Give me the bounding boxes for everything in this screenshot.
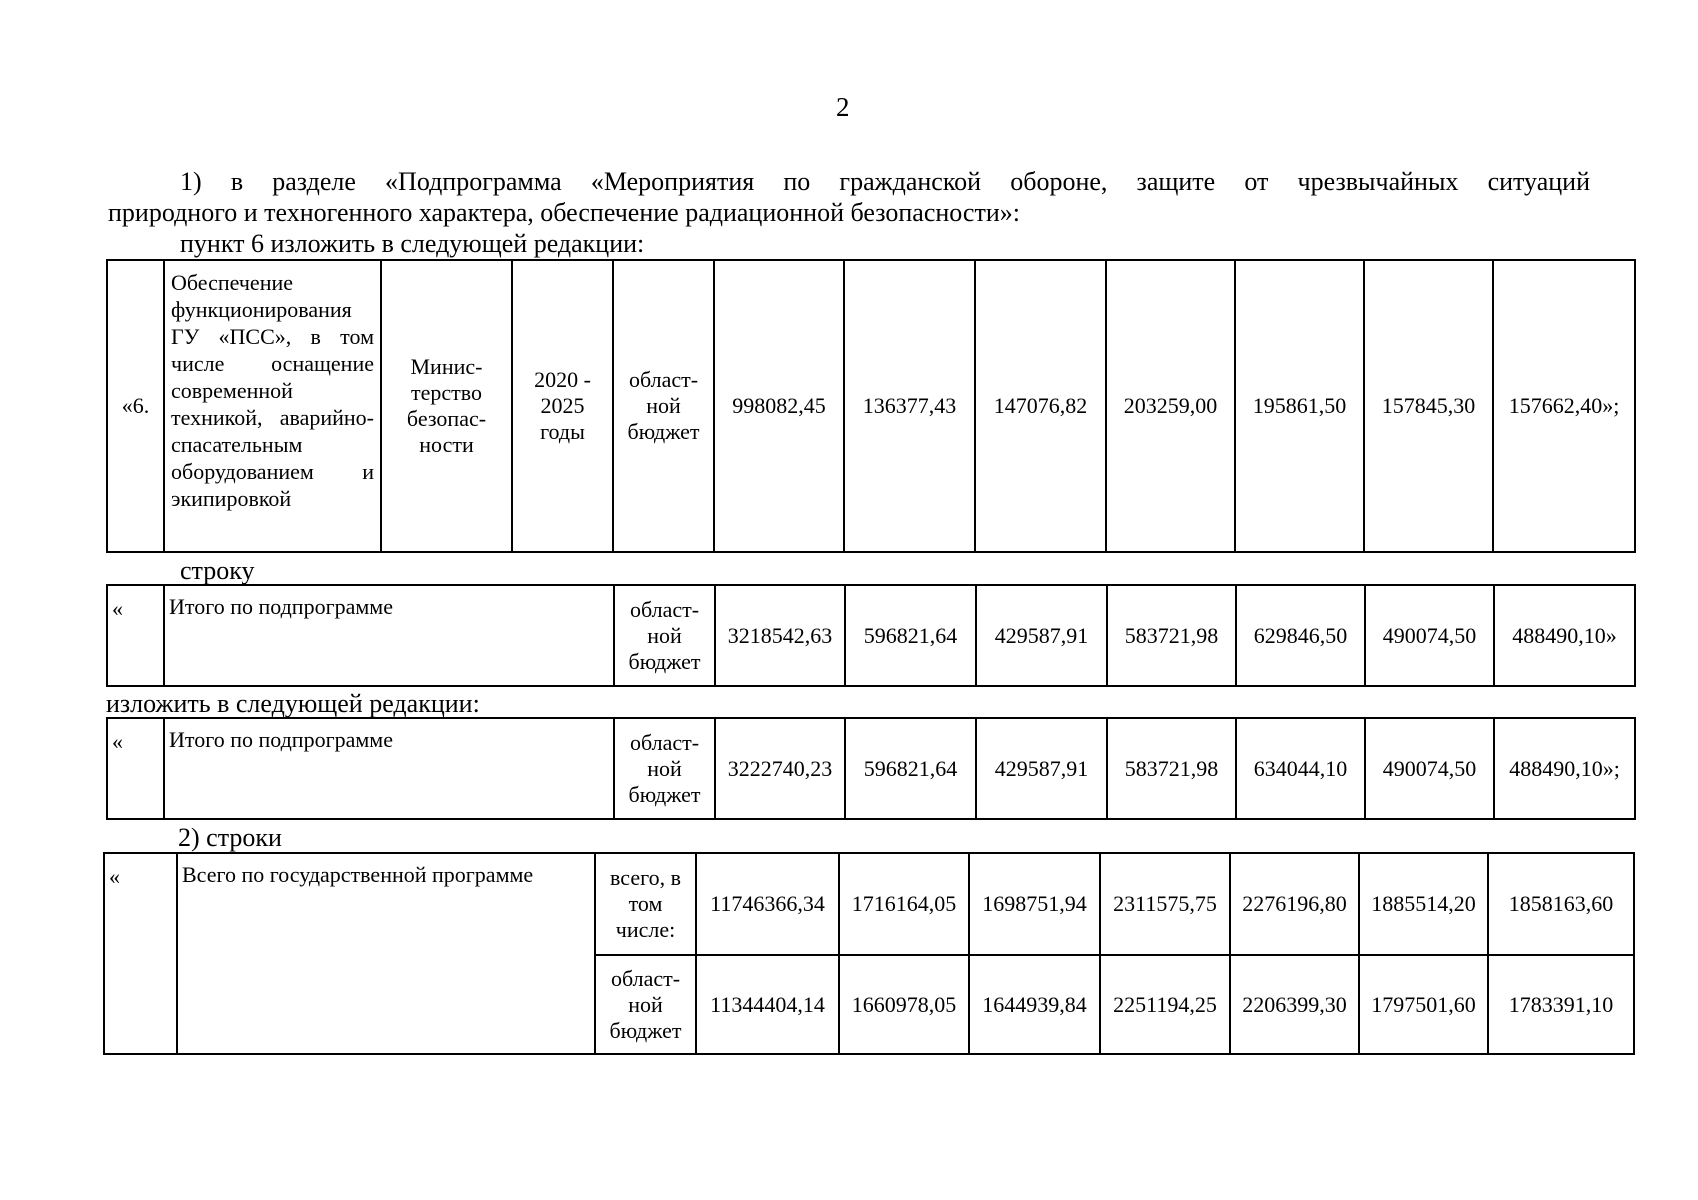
- executor-cell: Минис-терство безопас-ности: [381, 260, 512, 552]
- value-2021: 147076,82: [975, 260, 1106, 552]
- value-2023: 634044,10: [1236, 718, 1365, 819]
- label-new-edition: изложить в следующей редакции:: [106, 689, 480, 718]
- value-total: 11344404,14: [696, 955, 839, 1054]
- funding-source-regional: област-ной бюджет: [595, 955, 696, 1054]
- value-2023: 2276196,80: [1230, 853, 1359, 955]
- value-2025: 488490,10»;: [1494, 718, 1635, 819]
- value-total: 3222740,23: [715, 718, 845, 819]
- row-mark: «: [107, 718, 164, 819]
- value-2020: 136377,43: [844, 260, 975, 552]
- row-name: Всего по государственной программе: [177, 853, 595, 1054]
- funding-source: област-ной бюджет: [614, 585, 715, 686]
- label-rows: 2) строки: [178, 823, 282, 852]
- value-2025: 488490,10»: [1494, 585, 1635, 686]
- value-2023: 629846,50: [1236, 585, 1365, 686]
- value-2022: 583721,98: [1107, 718, 1236, 819]
- funding-source-total: всего, в том числе:: [595, 853, 696, 955]
- intro-line-3: пункт 6 изложить в следующей редакции:: [180, 229, 645, 258]
- table-state-program-total: [103, 852, 1635, 1055]
- funding-source: област-ной бюджет: [613, 260, 714, 552]
- table-item-6: [106, 259, 1636, 553]
- value-2022: 583721,98: [1107, 585, 1236, 686]
- value-2023: 2206399,30: [1230, 955, 1359, 1054]
- intro-line-1: 1) в разделе «Подпрограмма «Мероприятия по гражданской обороне, защите от чрезвычайных ситуаций: [180, 167, 1590, 196]
- value-2025: 1783391,10: [1488, 955, 1634, 1054]
- row-name: Итого по подпрограмме: [164, 718, 614, 819]
- value-2025: 1858163,60: [1488, 853, 1634, 955]
- value-2022: 2251194,25: [1100, 955, 1230, 1054]
- page-number: 2: [836, 92, 850, 122]
- label-stroku: строку: [180, 556, 255, 585]
- value-2021: 1644939,84: [969, 955, 1100, 1054]
- value-2022: 203259,00: [1106, 260, 1235, 552]
- value-2023: 195861,50: [1235, 260, 1364, 552]
- funding-source: област-ной бюджет: [614, 718, 715, 819]
- value-2020: 1660978,05: [839, 955, 969, 1054]
- value-2020: 596821,64: [845, 585, 976, 686]
- value-2021: 429587,91: [976, 585, 1107, 686]
- value-2020: 596821,64: [845, 718, 976, 819]
- table-subprogram-total-old: [106, 584, 1636, 687]
- value-2024: 490074,50: [1365, 585, 1494, 686]
- value-2020: 1716164,05: [839, 853, 969, 955]
- value-total: 11746366,34: [696, 853, 839, 955]
- value-2021: 1698751,94: [969, 853, 1100, 955]
- value-2024: 1885514,20: [1359, 853, 1488, 955]
- value-total: 998082,45: [714, 260, 844, 552]
- row-name: Итого по подпрограмме: [164, 585, 614, 686]
- table-subprogram-total-new: [106, 717, 1636, 820]
- row-mark: «: [107, 585, 164, 686]
- measure-description: Обеспечение функционирования ГУ «ПСС», в том числе оснащение современной техникой, аварийно-спасательным оборудованием и экипировкой: [164, 260, 381, 552]
- value-2024: 1797501,60: [1359, 955, 1488, 1054]
- value-2021: 429587,91: [976, 718, 1107, 819]
- value-2024: 490074,50: [1365, 718, 1494, 819]
- value-2025: 157662,40»;: [1493, 260, 1635, 552]
- row-mark: «: [104, 853, 177, 1054]
- value-2022: 2311575,75: [1100, 853, 1230, 955]
- intro-line-2: природного и техногенного характера, обеспечение радиационной безопасности»:: [108, 198, 1020, 227]
- value-2024: 157845,30: [1364, 260, 1493, 552]
- value-total: 3218542,63: [715, 585, 845, 686]
- row-mark: «6.: [107, 260, 164, 552]
- period-cell: 2020 - 2025 годы: [512, 260, 613, 552]
